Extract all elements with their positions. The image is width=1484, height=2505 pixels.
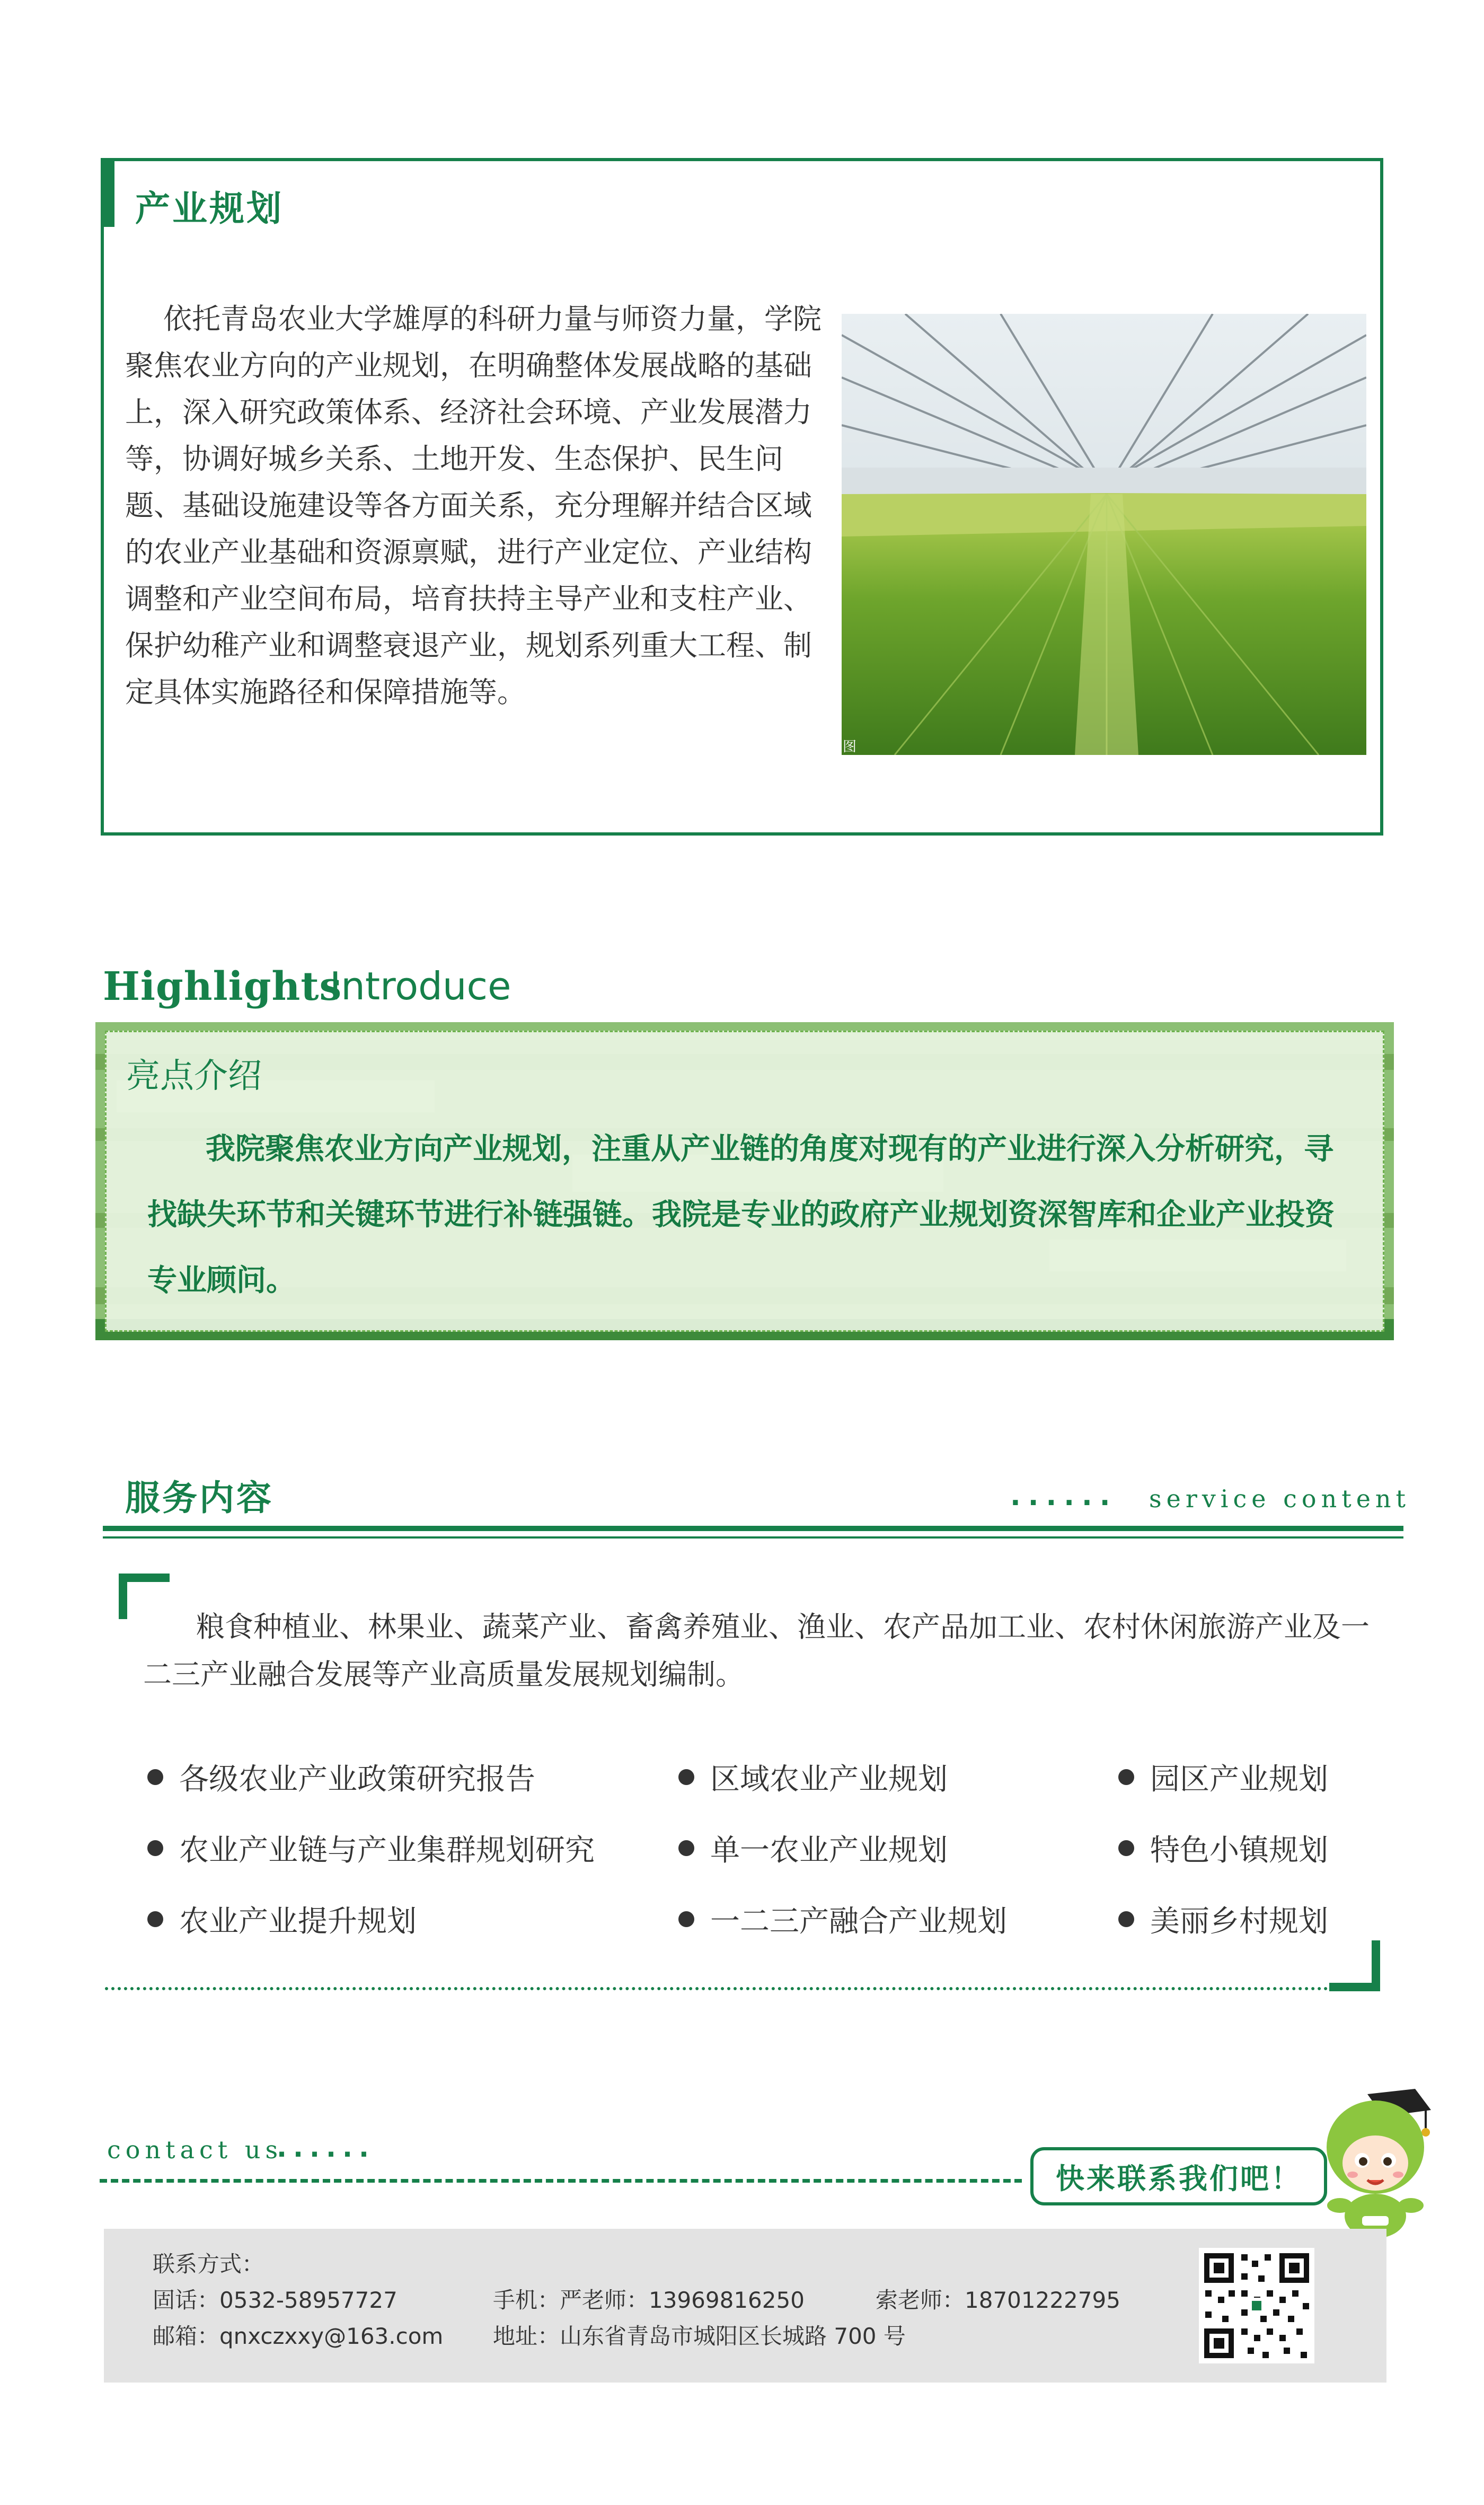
service-item: 特色小镇规划 <box>1118 1827 1328 1869</box>
planning-accent-bar <box>101 158 114 227</box>
highlights-heading: Highlights <box>103 964 342 1009</box>
contact-dots: ...... <box>277 2132 375 2163</box>
service-item: 一二三产融合产业规划 <box>678 1898 1007 1940</box>
highlights-subheading: Introduce <box>330 964 511 1008</box>
mobile-phone-yan: 手机：严老师：13969816250 <box>493 2287 805 2313</box>
service-rule-thin <box>103 1536 1403 1539</box>
highlights-title: 亮点介绍 <box>126 1057 262 1096</box>
service-rule <box>103 1526 1403 1531</box>
planning-body: 依托青岛农业大学雄厚的科研力量与师资力量，学院聚焦农业方向的产业规划，在明确整体发展战略的基础上，深入研究政策体系、经济社会环境、产业发展潜力等，协调好城乡关系、土地开发、生态保护、民生问题、基础设施建设等各方面关系，充分理解并结合区域的农业产业基础和资源禀赋，进行产业定位、产业结构调整和产业空间布局，培育扶持主导产业和支柱产业、保护幼稚产业和调整衰退产业，规划系列重大工程、制定具体实施路径和保障措施等。 <box>125 302 822 709</box>
highlights-body: 我院聚焦农业方向产业规划，注重从产业链的角度对现有的产业进行深入分析研究，寻找缺失环节和关键环节进行补链强链。我院是专业的政府产业规划资深智库和企业产业投资专业顾问。 <box>147 1132 1335 1298</box>
mobile-phone-suo: 索老师：18701222795 <box>876 2287 1120 2313</box>
service-subtitle: service content <box>1149 1484 1411 1513</box>
service-dots: ...... <box>1010 1480 1118 1512</box>
service-intro: 粮食种植业、林果业、蔬菜产业、畜禽养殖业、渔业、农产品加工业、农村休闲旅游产业及一二三产业融合发展等产业高质量发展规划编制。 <box>143 1610 1370 1691</box>
photo-caption: 图 <box>843 739 857 755</box>
contact-heading: contact us <box>107 2135 283 2164</box>
bullet-icon <box>678 1911 694 1927</box>
qr-code-icon <box>1199 2248 1314 2363</box>
bullet-icon <box>1118 1911 1134 1927</box>
service-item: 各级农业产业政策研究报告 <box>147 1756 535 1798</box>
mascot-icon <box>1309 2084 1447 2243</box>
service-title: 服务内容 <box>125 1478 273 1518</box>
greenhouse-photo <box>842 314 1366 755</box>
bullet-icon <box>1118 1769 1134 1785</box>
bullet-icon <box>1118 1840 1134 1856</box>
corner-bracket-bottom-right <box>1329 1940 1380 1991</box>
service-item: 美丽乡村规划 <box>1118 1898 1328 1940</box>
service-item: 农业产业链与产业集群规划研究 <box>147 1827 595 1869</box>
planning-title: 产业规划 <box>135 188 284 229</box>
service-dotted-line <box>105 1987 1335 1990</box>
landline-phone: 固话：0532-58957727 <box>153 2287 398 2313</box>
service-item: 单一农业产业规划 <box>678 1827 948 1869</box>
postal-address: 地址：山东省青岛市城阳区长城路 700 号 <box>493 2323 906 2349</box>
bullet-icon <box>678 1769 694 1785</box>
service-item: 园区产业规划 <box>1118 1756 1328 1798</box>
bullet-icon <box>147 1911 163 1927</box>
service-item: 区域农业产业规划 <box>678 1756 948 1798</box>
contact-cta-badge: 快来联系我们吧！ <box>1030 2147 1327 2205</box>
bullet-icon <box>147 1769 163 1785</box>
email-address: 邮箱：qnxczxxy@163.com <box>153 2323 444 2349</box>
contact-dashed-line <box>100 2179 1022 2183</box>
service-item: 农业产业提升规划 <box>147 1898 417 1940</box>
contact-label: 联系方式： <box>153 2251 264 2277</box>
bullet-icon <box>678 1840 694 1856</box>
greenhouse-illustration <box>842 314 1366 755</box>
bullet-icon <box>147 1840 163 1856</box>
